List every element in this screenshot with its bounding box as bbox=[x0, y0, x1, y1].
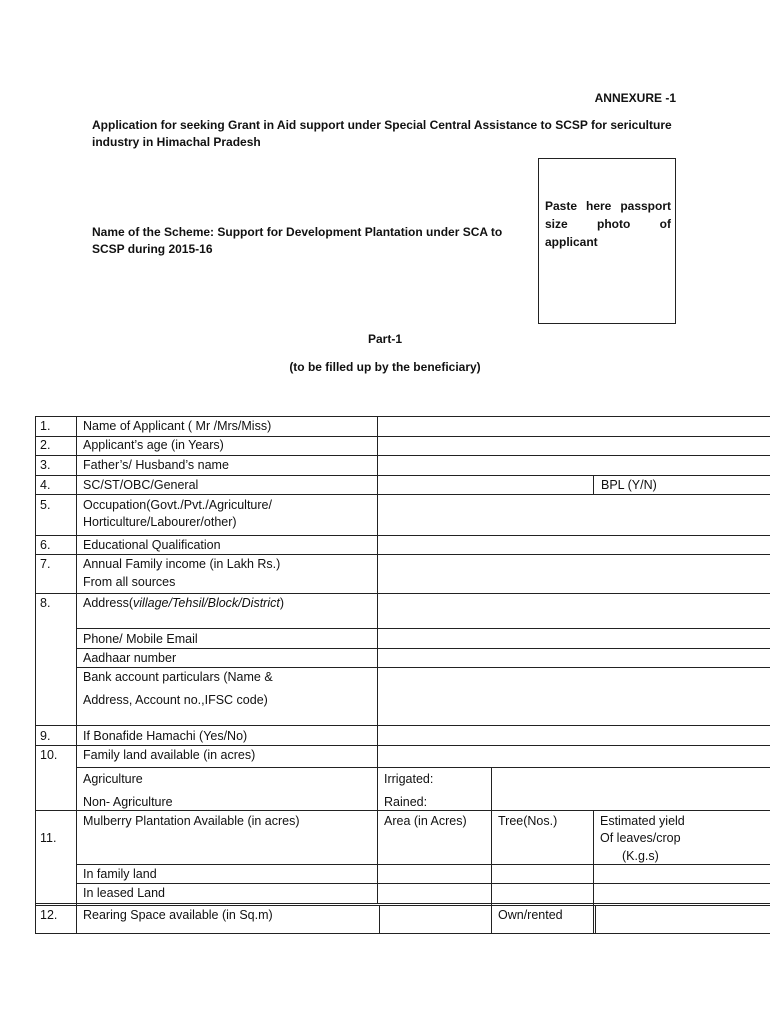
part-heading: Part-1 bbox=[367, 332, 402, 346]
row-number: 3. bbox=[40, 458, 51, 472]
field-label-income: Annual Family income (in Lakh Rs.) bbox=[83, 557, 281, 571]
land-area-field[interactable] bbox=[492, 768, 770, 810]
income-field[interactable] bbox=[378, 555, 770, 593]
row-number: 12. bbox=[40, 908, 58, 922]
field-label-bank: Bank account particulars (Name & bbox=[83, 670, 273, 684]
bank-field[interactable] bbox=[378, 668, 770, 725]
own-rented-field[interactable] bbox=[596, 906, 770, 933]
column-header-area: Area (in Acres) bbox=[384, 814, 467, 828]
field-label-age: Applicant’s age (in Years) bbox=[83, 438, 224, 452]
field-label-occupation-cont: Horticulture/Labourer/other) bbox=[83, 515, 237, 529]
form-title: Application for seeking Grant in Aid support under Special Central Assistance to SCSP for sericulture industry in Himachal Pradesh bbox=[92, 118, 672, 149]
field-label-mulberry: Mulberry Plantation Available (in acres) bbox=[83, 814, 300, 828]
field-label-leased-land: In leased Land bbox=[83, 886, 166, 900]
field-label-address bbox=[83, 595, 284, 612]
column-header-tree: Tree(Nos.) bbox=[498, 814, 558, 828]
row-number: 1. bbox=[40, 419, 51, 433]
column-header-yield: Estimated yield bbox=[600, 814, 685, 828]
row-number: 7. bbox=[40, 557, 51, 571]
mulberry-values-field[interactable] bbox=[378, 865, 770, 903]
address-prefix: Address( bbox=[83, 596, 134, 610]
field-label-occupation: Occupation(Govt./Pvt./Agriculture/ bbox=[83, 498, 272, 512]
field-label-income-cont: From all sources bbox=[83, 575, 176, 589]
row-number: 6. bbox=[40, 538, 51, 552]
category-field[interactable] bbox=[378, 476, 593, 494]
row-number: 9. bbox=[40, 729, 51, 743]
row-number: 11. bbox=[40, 831, 57, 845]
field-label-category: SC/ST/OBC/General bbox=[83, 478, 199, 492]
phone-email-field[interactable] bbox=[378, 629, 770, 648]
father-husband-field[interactable] bbox=[378, 456, 770, 475]
hamachi-field[interactable] bbox=[378, 726, 770, 745]
applicant-name-field[interactable] bbox=[378, 417, 770, 436]
address-suffix: ) bbox=[279, 596, 285, 610]
field-label-agriculture: Agriculture bbox=[83, 772, 143, 786]
field-label-rearing-space: Rearing Space available (in Sq.m) bbox=[83, 908, 273, 922]
field-label-education: Educational Qualification bbox=[83, 538, 221, 552]
age-field[interactable] bbox=[378, 437, 770, 455]
row-number: 5. bbox=[40, 498, 51, 512]
field-label-own-rented: Own/rented bbox=[498, 908, 563, 922]
field-label-bpl: BPL (Y/N) bbox=[601, 478, 657, 492]
field-label-rained: Rained: bbox=[384, 795, 428, 809]
field-label-bank-cont: Address, Account no.,IFSC code) bbox=[83, 693, 268, 707]
part-subtitle: (to be filled up by the beneficiary) bbox=[289, 360, 481, 374]
column-header-yield-cont: Of leaves/crop bbox=[600, 831, 681, 845]
field-label-father-husband: Father’s/ Husband’s name bbox=[83, 458, 229, 472]
field-label-family-land-mulberry: In family land bbox=[83, 867, 157, 881]
address-italic: village/Tehsil/Block/District bbox=[133, 596, 280, 610]
row-number: 10. bbox=[40, 748, 58, 762]
scheme-name: Name of the Scheme: Support for Development Plantation under SCA to SCSP during 2015-16 bbox=[92, 225, 503, 256]
photo-box-text: Paste here passport size photo of applicant bbox=[545, 199, 671, 249]
annexure-label: ANNEXURE -1 bbox=[594, 91, 676, 105]
rearing-space-field[interactable] bbox=[380, 906, 491, 933]
aadhaar-field[interactable] bbox=[378, 649, 770, 667]
field-label-non-agriculture: Non- Agriculture bbox=[83, 795, 173, 809]
field-label-aadhaar: Aadhaar number bbox=[83, 651, 177, 665]
address-field[interactable] bbox=[378, 594, 770, 628]
field-label-applicant-name: Name of Applicant ( Mr /Mrs/Miss) bbox=[83, 419, 272, 433]
field-label-phone-email: Phone/ Mobile Email bbox=[83, 632, 198, 646]
field-label-family-land: Family land available (in acres) bbox=[83, 748, 256, 762]
field-label-hamachi: If Bonafide Hamachi (Yes/No) bbox=[83, 729, 248, 743]
row-number: 2. bbox=[40, 438, 51, 452]
row-number: 4. bbox=[40, 478, 51, 492]
column-header-yield-unit: (K.g.s) bbox=[622, 849, 659, 863]
education-field[interactable] bbox=[378, 536, 770, 554]
row-number: 8. bbox=[40, 596, 51, 610]
field-label-irrigated: Irrigated: bbox=[384, 772, 434, 786]
occupation-field[interactable] bbox=[378, 495, 770, 535]
